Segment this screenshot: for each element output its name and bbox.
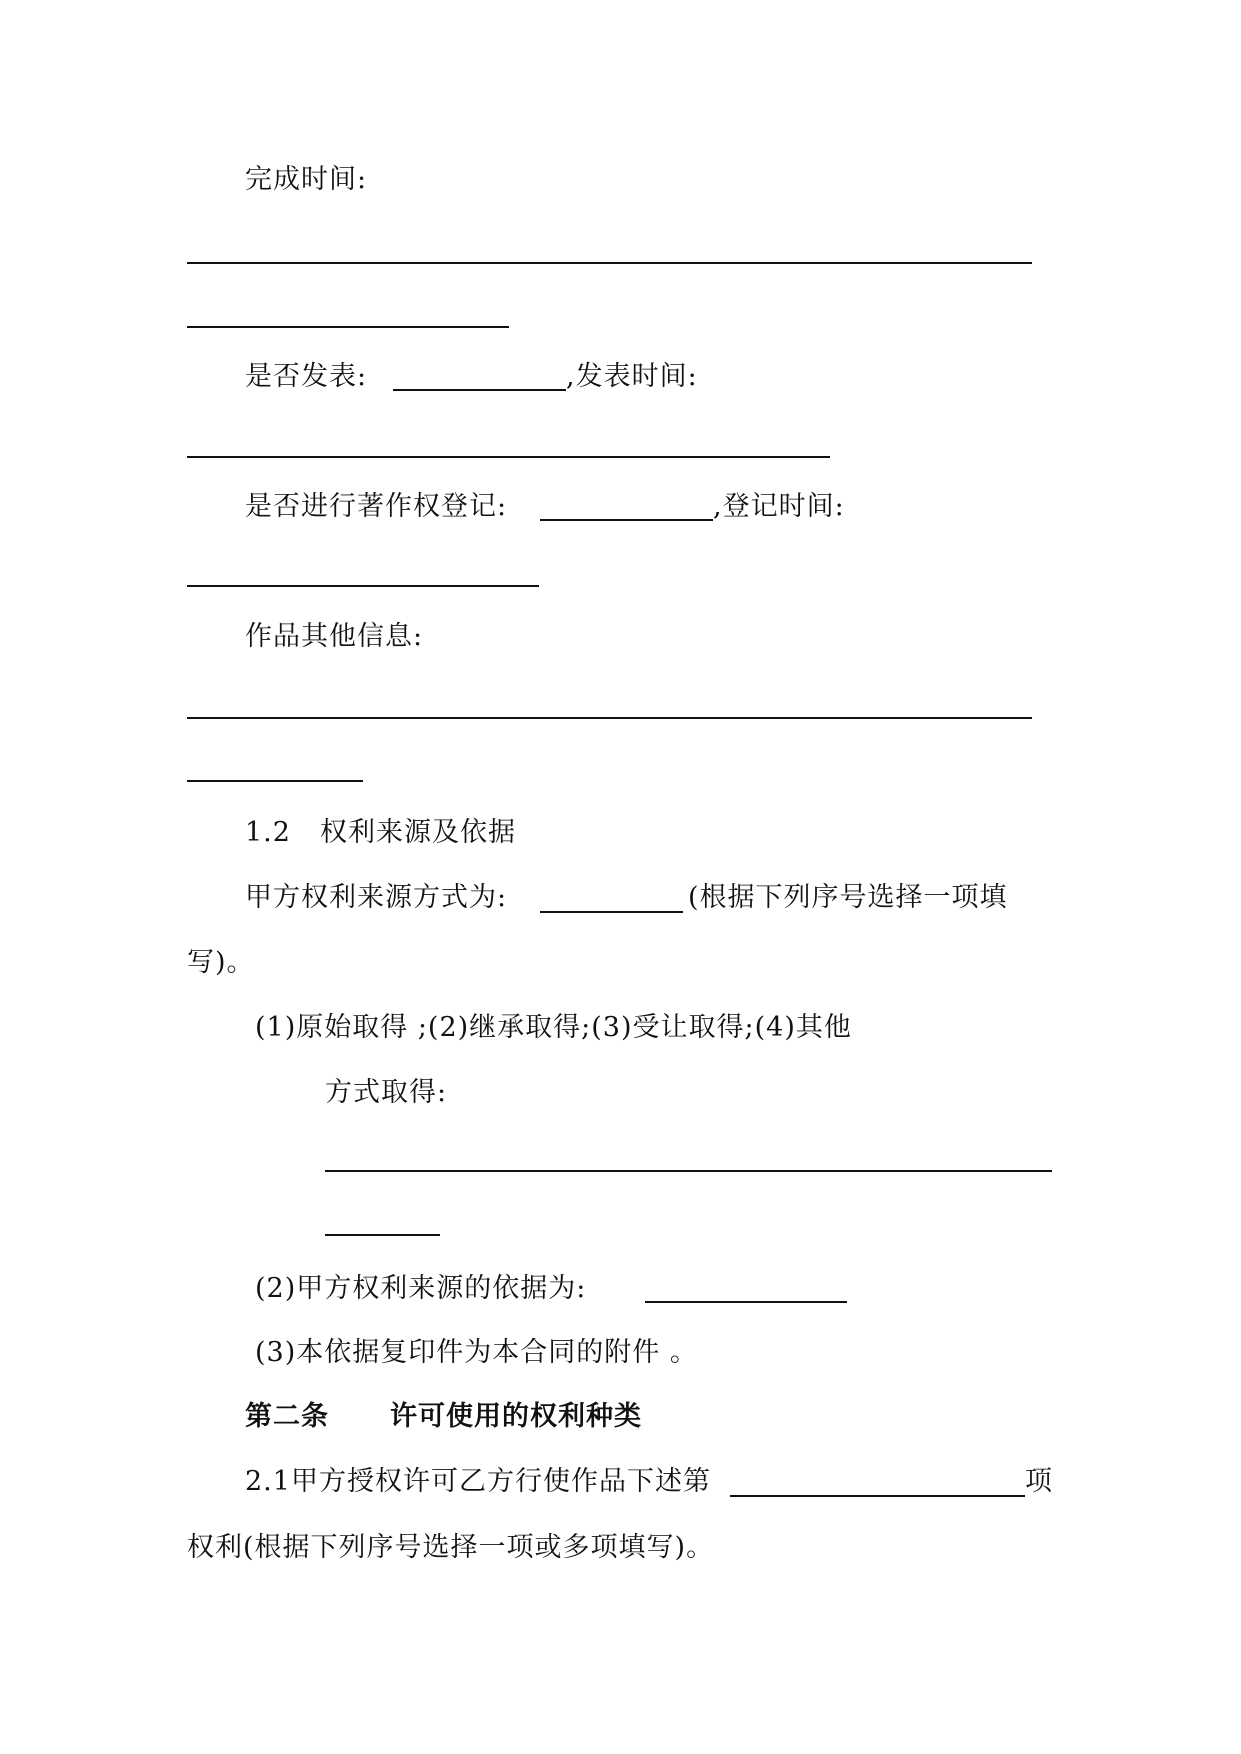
published-time-label: ,发表时间: (566, 361, 698, 392)
article-two-title: 许可使用的权利种类 (390, 1401, 642, 1432)
published-time-line[interactable] (187, 456, 830, 458)
completion-time-label: 完成时间: (245, 164, 368, 195)
clause-2-1-field[interactable] (730, 1495, 1025, 1497)
source-method-note: (根据下列序号选择一项填 (688, 882, 1008, 913)
source-method-note-cont: 写)。 (187, 947, 255, 978)
clause-2-1-start: 2.1甲方授权许可乙方行使作品下述第 (245, 1466, 711, 1497)
article-two-number: 第二条 (245, 1401, 329, 1432)
section-1-2-title: 权利来源及依据 (320, 817, 516, 848)
other-info-line-2[interactable] (187, 780, 363, 782)
clause-2-1-cont: 权利(根据下列序号选择一项或多项填写)。 (187, 1532, 715, 1563)
completion-time-line-1[interactable] (187, 262, 1032, 264)
published-field[interactable] (393, 389, 566, 391)
other-method-line-2[interactable] (325, 1234, 440, 1236)
section-1-2-number: 1.2 (245, 817, 291, 848)
other-method-label: 方式取得: (325, 1077, 448, 1108)
registration-label: 是否进行著作权登记: (245, 491, 508, 522)
source-method-field[interactable] (540, 911, 683, 913)
other-info-line-1[interactable] (187, 717, 1032, 719)
completion-time-line-2[interactable] (187, 326, 509, 328)
registration-time-line[interactable] (187, 585, 539, 587)
other-method-line-1[interactable] (325, 1170, 1052, 1172)
clause-2-1-end: 项 (1025, 1466, 1053, 1497)
other-info-label: 作品其他信息: (245, 621, 424, 652)
basis-label: (2)甲方权利来源的依据为: (255, 1273, 587, 1304)
basis-field[interactable] (645, 1301, 847, 1303)
registration-time-label: ,登记时间: (713, 491, 845, 522)
published-label: 是否发表: (245, 361, 368, 392)
source-method-label: 甲方权利来源方式为: (245, 882, 508, 913)
options-line: (1)原始取得 ;(2)继承取得;(3)受让取得;(4)其他 (255, 1012, 852, 1043)
registration-field[interactable] (540, 519, 713, 521)
attachment-text: (3)本依据复印件为本合同的附件 。 (255, 1337, 698, 1368)
